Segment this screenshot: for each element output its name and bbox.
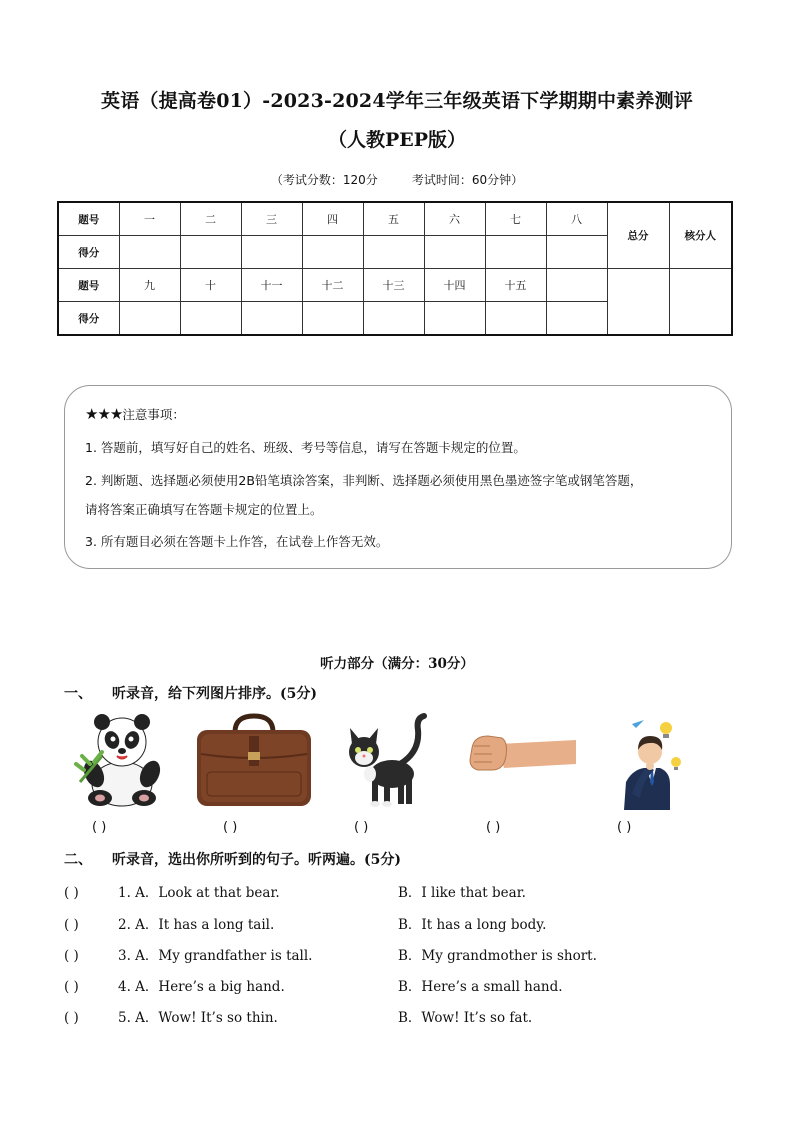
section-header: 十五	[485, 269, 546, 302]
section-header: 四	[302, 202, 363, 236]
exam-score-info: （考试分数：120分	[270, 173, 378, 187]
option-a: 1. A．Look at that bear.	[118, 885, 280, 901]
notice-item-1: 1. 答题前，填写好自己的姓名、班级、考号等信息，请写在答题卡规定的位置。	[85, 440, 526, 455]
section-header: 一	[119, 202, 180, 236]
exam-time-info: 考试时间：60分钟）	[411, 173, 524, 187]
section-header: 三	[241, 202, 302, 236]
total-score-label: 总分	[607, 202, 669, 269]
score-label: 得分	[58, 236, 119, 269]
answer-blank[interactable]: ( )	[64, 948, 79, 964]
question-number-label: 题号	[58, 269, 119, 302]
star-icon: ★★★	[85, 405, 123, 423]
question-row	[64, 913, 547, 933]
notice-item-2-cont: 请将答案正确填写在答题卡规定的位置上。	[85, 502, 323, 517]
option-b: B．It has a long body.	[398, 917, 547, 933]
checker-cell[interactable]	[669, 269, 732, 336]
answer-blank[interactable]: ( )	[64, 979, 79, 995]
score-cell[interactable]	[546, 236, 607, 269]
score-cell[interactable]	[241, 302, 302, 336]
notice-item-2: 2. 判断题、选择题必须使用2B铅笔填涂答案，非判断、选择题必须使用黑色墨迹签字笔或钢笔答题，	[85, 473, 643, 488]
answer-blank[interactable]: ( )	[354, 820, 369, 835]
score-cell[interactable]	[363, 236, 424, 269]
section-header: 九	[119, 269, 180, 302]
thinking-man-image	[612, 712, 692, 810]
notice-heading: ★★★注意事项：	[85, 405, 185, 423]
part2-heading: 二、 听录音，选出你所听到的句子。听两遍。(5分)	[64, 852, 401, 868]
section-header: 十三	[363, 269, 424, 302]
answer-blank[interactable]: ( )	[223, 820, 238, 835]
score-cell[interactable]	[241, 236, 302, 269]
score-cell[interactable]	[180, 236, 241, 269]
score-cell[interactable]	[546, 302, 607, 336]
score-cell[interactable]	[363, 302, 424, 336]
score-cell[interactable]	[485, 236, 546, 269]
answer-blank[interactable]: ( )	[64, 917, 79, 933]
question-row	[64, 975, 563, 995]
section-header: 二	[180, 202, 241, 236]
score-cell[interactable]	[424, 302, 485, 336]
arm-image	[468, 712, 576, 810]
option-a: 2. A．It has a long tail.	[118, 917, 275, 933]
exam-subtitle: （人教PEP版）	[327, 129, 467, 151]
score-cell[interactable]	[302, 302, 363, 336]
section-header	[546, 269, 607, 302]
question-row	[64, 881, 526, 901]
answer-blank[interactable]: ( )	[617, 820, 632, 835]
answer-blank[interactable]: ( )	[92, 820, 107, 835]
section-header: 六	[424, 202, 485, 236]
section-header: 十二	[302, 269, 363, 302]
section-header: 十四	[424, 269, 485, 302]
option-b: B．Here’s a small hand.	[398, 979, 563, 995]
answer-blank[interactable]: ( )	[486, 820, 501, 835]
part1-heading: 一、 听录音，给下列图片排序。(5分)	[64, 686, 317, 702]
answer-blank[interactable]: ( )	[64, 1010, 79, 1026]
option-b: B．I like that bear.	[398, 885, 526, 901]
total-score-cell[interactable]	[607, 269, 669, 336]
exam-title: 英语（提高卷01）-2023-2024学年三年级英语下学期期中素养测评	[101, 90, 693, 112]
score-cell[interactable]	[302, 236, 363, 269]
question-row	[64, 1006, 533, 1026]
question-number-label: 题号	[58, 202, 119, 236]
option-a: 4. A．Here’s a big hand.	[118, 979, 285, 995]
section-header: 五	[363, 202, 424, 236]
bag-image	[195, 712, 313, 810]
listening-section-title: 听力部分（满分：30分）	[320, 656, 474, 672]
option-a: 5. A．Wow! It’s so thin.	[118, 1010, 278, 1026]
option-a: 3. A．My grandfather is tall.	[118, 948, 313, 964]
notice-box	[64, 385, 732, 569]
checker-label: 核分人	[669, 202, 732, 269]
score-table	[57, 201, 733, 336]
section-header: 八	[546, 202, 607, 236]
score-cell[interactable]	[119, 236, 180, 269]
option-b: B．Wow! It’s so fat.	[398, 1010, 533, 1026]
score-cell[interactable]	[180, 302, 241, 336]
score-cell[interactable]	[485, 302, 546, 336]
section-header: 七	[485, 202, 546, 236]
section-header: 十一	[241, 269, 302, 302]
question-row	[64, 944, 597, 964]
exam-info	[0, 171, 794, 188]
score-cell[interactable]	[424, 236, 485, 269]
score-cell[interactable]	[119, 302, 180, 336]
panda-image	[72, 712, 172, 810]
section-header: 十	[180, 269, 241, 302]
option-b: B．My grandmother is short.	[398, 948, 597, 964]
notice-item-3: 3. 所有题目必须在答题卡上作答，在试卷上作答无效。	[85, 534, 389, 549]
score-label: 得分	[58, 302, 119, 336]
answer-blank[interactable]: ( )	[64, 885, 79, 901]
cat-image	[340, 712, 432, 810]
